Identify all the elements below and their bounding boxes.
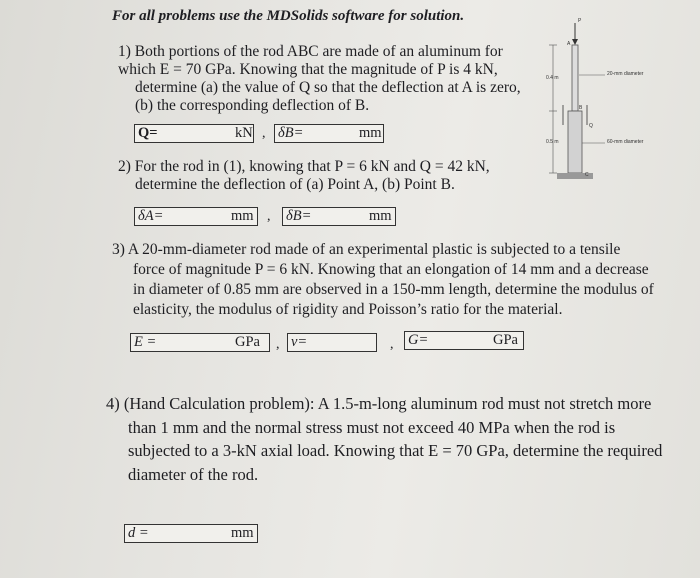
- g-unit: GPa: [493, 332, 518, 348]
- delta-b-label: δB=: [278, 125, 304, 141]
- delta-a-answer-field[interactable]: [134, 207, 258, 226]
- d-label: d =: [128, 525, 149, 541]
- figure-label-a: A: [567, 41, 571, 47]
- problem-4-text: [106, 392, 662, 486]
- g-answer-field[interactable]: [404, 331, 524, 350]
- delta-b-answer-field[interactable]: [274, 124, 384, 143]
- separator: ,: [390, 337, 394, 352]
- problem-2-text: [118, 158, 490, 194]
- e-unit: GPa: [235, 334, 260, 350]
- figure-label-q: Q: [589, 123, 593, 129]
- problem-3-line: in diameter of 0.85 mm are observed in a 150-mm length, determine the modulus of: [133, 281, 654, 298]
- poisson-ratio-answer-field[interactable]: [287, 333, 377, 352]
- separator: ,: [276, 337, 280, 352]
- diameter-answer-field[interactable]: [124, 524, 258, 543]
- nu-label: ν=: [291, 334, 308, 350]
- rod-figure: [545, 15, 695, 190]
- delta-a-label: δA=: [138, 208, 164, 224]
- problem-4-line: 4) (Hand Calculation problem): A 1.5-m-long aluminum rod must not stretch more: [106, 394, 652, 413]
- delta-b-label: δB=: [286, 208, 312, 224]
- problem-2-line: 2) For the rod in (1), knowing that P = 6 kN and Q = 42 kN,: [118, 158, 490, 175]
- problem-1-line: (b) the corresponding deflection of B.: [135, 97, 370, 114]
- problem-4-line: diameter of the rod.: [128, 464, 259, 484]
- separator: ,: [262, 126, 266, 141]
- problem-4-line: subjected to a 3-kN axial load. Knowing that E = 70 GPa, determine the required: [128, 441, 663, 460]
- figure-label-p: P: [578, 18, 582, 24]
- problem-1-line: which E = 70 GPa. Knowing that the magnitude of P is 4 kN,: [118, 61, 498, 78]
- problem-2-line: determine the deflection of (a) Point A, (b) Point B.: [135, 176, 455, 193]
- problem-1-text: [118, 43, 521, 115]
- delta-a-unit: mm: [231, 208, 254, 224]
- delta-b-unit: mm: [359, 125, 382, 141]
- problem-4-line: than 1 mm and the normal stress must not exceed 40 MPa when the rod is: [128, 417, 616, 437]
- problem-3-line: force of magnitude P = 6 kN. Knowing that an elongation of 14 mm and a decrease: [133, 261, 649, 278]
- e-label: E =: [134, 334, 157, 350]
- thick-rod-bc: [568, 111, 582, 173]
- q-label: Q=: [138, 125, 158, 141]
- figure-diameter-1: 20-mm diameter: [607, 71, 644, 77]
- thin-rod-ab: [572, 45, 578, 111]
- problem-3-line: 3) A 20-mm-diameter rod made of an experimental plastic is subjected to a tensile: [112, 241, 621, 258]
- figure-diameter-2: 60-mm diameter: [607, 139, 644, 145]
- figure-length-1: 0.4 m: [546, 75, 559, 81]
- problem-3-line: elasticity, the modulus of rigidity and Poisson’s ratio for the material.: [133, 301, 563, 318]
- problem-3-text: [112, 240, 654, 320]
- load-p-arrowhead: [572, 39, 578, 45]
- d-unit: mm: [231, 525, 254, 541]
- figure-length-2: 0.5 m: [546, 139, 559, 145]
- figure-label-c: C: [585, 172, 589, 178]
- q-answer-field[interactable]: [134, 124, 254, 143]
- delta-b-answer-field-2[interactable]: [282, 207, 396, 226]
- q-unit: kN: [235, 125, 253, 141]
- page-heading: For all problems use the MDSolids software for solution.: [112, 8, 465, 24]
- figure-label-b: B: [579, 105, 583, 111]
- separator: ,: [267, 209, 271, 224]
- g-label: G=: [408, 332, 429, 348]
- problem-1-line: determine (a) the value of Q so that the deflection at A is zero,: [135, 79, 521, 96]
- e-answer-field[interactable]: [130, 333, 270, 352]
- delta-b-unit: mm: [369, 208, 392, 224]
- problem-1-line: 1) Both portions of the rod ABC are made of an aluminum for: [118, 43, 503, 60]
